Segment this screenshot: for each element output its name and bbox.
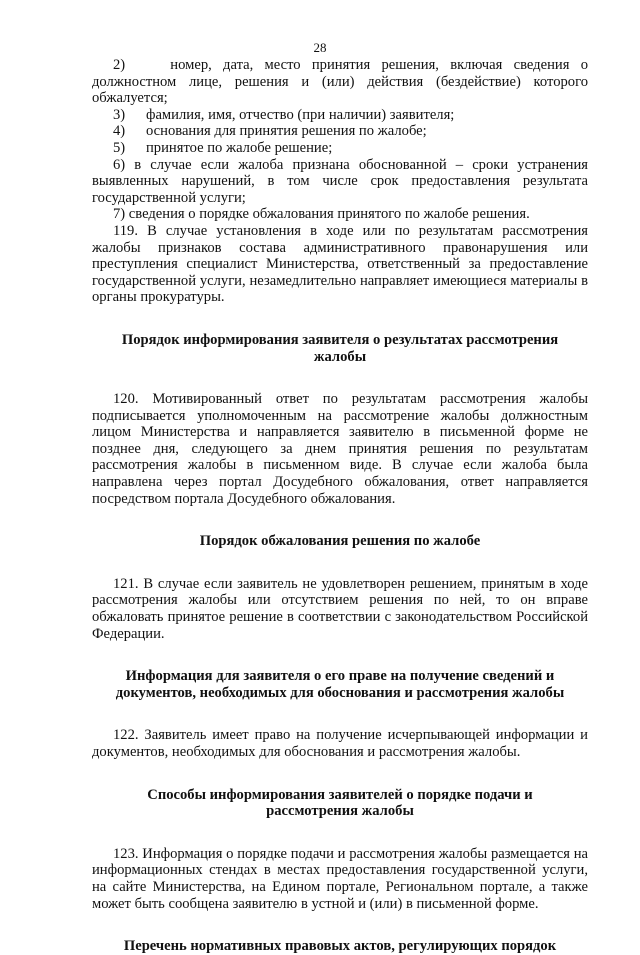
- paragraph-122: 122. Заявитель имеет право на получение исчерпывающей информации и документов, необходимых для обоснования и рассмотрения жалобы.: [92, 727, 588, 760]
- list-item-5: [113, 140, 588, 157]
- section-heading-informing-results: Порядок информирования заявителя о результатах рассмотрения жалобы: [121, 331, 559, 365]
- document-body: [92, 57, 588, 955]
- list-item-4: [113, 123, 588, 140]
- paragraph-123: 123. Информация о порядке подачи и рассмотрения жалобы размещается на информационных стендах в местах предоставления государственной услуги, на сайте Министерства, на Едином портале, Региональном портале, а также может быть сообщена заявителю в устной и (или) в письменной форме.: [92, 845, 588, 912]
- paragraph-6: 6) в случае если жалоба признана обоснованной – сроки устранения выявленных нарушений, в том числе срок предоставления результата государственной услуги;: [92, 156, 588, 206]
- page-number: 28: [313, 40, 327, 55]
- list-item-3: [113, 107, 588, 124]
- list-item-text: основания для принятия решения по жалобе;: [146, 123, 427, 140]
- list-item-number: 5): [113, 139, 126, 156]
- list-item-2: [92, 57, 588, 107]
- list-item-text: 2): [113, 57, 126, 73]
- list-item-text: номер, дата, место принятия решения, включая сведения о должностном лице, решения и (или) действия (бездействие) которого обжалуется;: [92, 57, 588, 107]
- section-heading-legal-acts: Перечень нормативных правовых актов, регулирующих порядок: [123, 938, 557, 955]
- paragraph-120: 120. Мотивированный ответ по результатам рассмотрения жалобы подписывается уполномоченным на рассмотрение жалобы должностным лицом Министерства и направляется заявителю в письменной форме не позднее дня, следующего за днем принятия решения по результатам рассмотрения жалобы в письменном виде. В случае если жалоба была направлена через портал Досудебного обжалования, ответ направляется посредством портала Досудебного обжалования.: [92, 391, 588, 507]
- paragraph-119: 119. В случае установления в ходе или по результатам рассмотрения жалобы признаков состава административного правонарушения или преступления специалист Министерства, ответственный за предоставление государственной услуги, незамедлительно направляет имеющиеся материалы в органы прокуратуры.: [92, 222, 588, 306]
- list-item-number: 3): [113, 106, 126, 123]
- list-item-number: 4): [113, 123, 126, 140]
- section-heading-informing-methods: Способы информирования заявителей о порядке подачи и рассмотрения жалобы: [147, 786, 533, 820]
- list-item-text: фамилия, имя, отчество (при наличии) заявителя;: [146, 106, 455, 123]
- section-heading-right-to-information: Информация для заявителя о его праве на получение сведений и документов, необходимых для обоснования и рассмотрения жалобы: [115, 668, 565, 701]
- paragraph-7: 7) сведения о порядке обжалования принятого по жалобе решения.: [113, 206, 530, 223]
- list-item-text: принятое по жалобе решение;: [146, 139, 333, 156]
- section-heading-appeal-decision: Порядок обжалования решения по жалобе: [199, 533, 481, 550]
- paragraph-121: 121. В случае если заявитель не удовлетворен решением, принятым в ходе рассмотрения жалобы или отсутствием решения по ней, то он вправе обжаловать принятое решение в соответствии с законодательством Российской Федерации.: [92, 575, 588, 642]
